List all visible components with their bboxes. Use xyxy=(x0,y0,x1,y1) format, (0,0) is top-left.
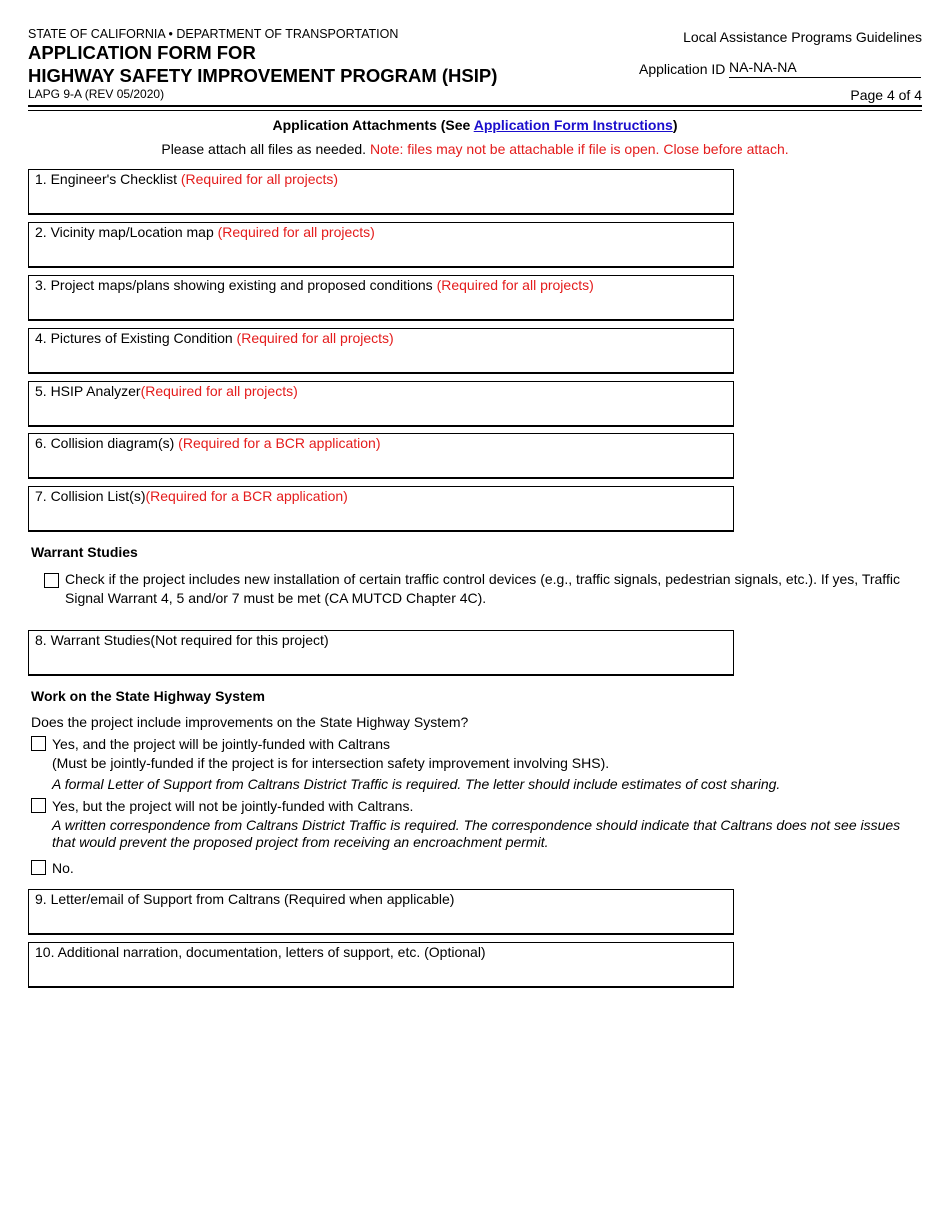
attachment-label: 7. Collision List(s) xyxy=(35,488,146,504)
shs-option-joint-funded-note: (Must be jointly-funded if the project is for intersection safety improvement involving SHS). xyxy=(52,755,610,771)
attachment-label: 10. Additional narration, documentation, letters of support, etc. (Optional) xyxy=(35,944,486,960)
attachment-label: 9. Letter/email of Support from Caltrans (Required when applicable) xyxy=(35,891,455,907)
attachment-requirement: (Required for all projects) xyxy=(140,383,298,399)
agency-line: STATE OF CALIFORNIA • DEPARTMENT OF TRANSPORTATION xyxy=(28,27,399,41)
attachment-label: 4. Pictures of Existing Condition xyxy=(35,330,233,346)
attach-warning-note: Note: files may not be attachable if file is open. Close before attach. xyxy=(369,141,789,157)
shs-option-joint-funded-requirement: A formal Letter of Support from Caltrans District Traffic is required. The letter should include estimates of cost sharing. xyxy=(52,776,781,792)
attachment-label: 5. HSIP Analyzer xyxy=(35,383,141,399)
shs-option-joint-funded-label: Yes, and the project will be jointly-funded with Caltrans xyxy=(52,736,391,752)
attachments-heading xyxy=(0,117,950,133)
shs-option-not-joint-checkbox[interactable] xyxy=(31,798,46,813)
attachment-requirement: (Required for all projects) xyxy=(436,277,594,293)
attachment-requirement: (Required for all projects) xyxy=(180,171,339,187)
warrant-studies-heading: Warrant Studies xyxy=(31,544,138,560)
attachment-field-7[interactable] xyxy=(28,486,734,532)
form-number: LAPG 9-A (REV 05/2020) xyxy=(28,87,165,101)
attachments-heading-prefix: Application Attachments (See xyxy=(272,117,474,133)
attachment-field-6[interactable] xyxy=(28,433,734,479)
form-title-line2: HIGHWAY SAFETY IMPROVEMENT PROGRAM (HSIP) xyxy=(28,65,498,86)
attachment-label: 6. Collision diagram(s) xyxy=(35,435,175,451)
shs-question: Does the project include improvements on the State Highway System? xyxy=(31,714,469,730)
attachment-label: 8. Warrant Studies xyxy=(35,632,151,648)
attach-instruction xyxy=(0,141,950,157)
attachment-requirement: (Required for a BCR application) xyxy=(178,435,381,451)
shs-option-joint-funded-checkbox[interactable] xyxy=(31,736,46,751)
shs-heading: Work on the State Highway System xyxy=(31,688,265,704)
attach-instruction-text: Please attach all files as needed. xyxy=(161,141,367,157)
attachment-field-8[interactable] xyxy=(28,630,734,676)
warrant-checkbox-text: Check if the project includes new installation of certain traffic control devices (e.g., traffic signals, pedestrian signals, etc.). If yes, Traffic Signal Warrant 4, 5 and/or 7 must be met (CA MUTCD Chapter 4C). xyxy=(65,571,900,606)
attachment-field-5[interactable] xyxy=(28,381,734,427)
shs-option-not-joint-requirement: A written correspondence from Caltrans District Traffic is required. The correspondence should indicate that Caltrans does not see issues that would prevent the proposed project from receiving an encroachment permit. xyxy=(52,817,901,850)
attachment-label: 2. Vicinity map/Location map xyxy=(35,224,214,240)
attachment-field-3[interactable] xyxy=(28,275,734,321)
attachment-requirement: (Required for a BCR application) xyxy=(145,488,348,504)
attachment-label: 1. Engineer's Checklist xyxy=(35,171,177,187)
attachment-label: 3. Project maps/plans showing existing and proposed conditions xyxy=(35,277,433,293)
attachment-field-4[interactable] xyxy=(28,328,734,374)
attachment-requirement: (Required for all projects) xyxy=(236,330,394,346)
header-rule-thick xyxy=(28,105,922,107)
attachments-heading-suffix: ) xyxy=(672,117,678,133)
shs-option-no-label: No. xyxy=(52,860,74,876)
shs-option-no-checkbox[interactable] xyxy=(31,860,46,875)
header-rule-thin xyxy=(28,110,922,111)
instructions-link[interactable]: Application Form Instructions xyxy=(473,117,673,133)
warrant-checkbox[interactable] xyxy=(44,573,59,588)
form-title-line1: APPLICATION FORM FOR xyxy=(28,42,256,63)
attachment-field-10[interactable] xyxy=(28,942,734,988)
shs-option-not-joint-label: Yes, but the project will not be jointly-funded with Caltrans. xyxy=(52,798,414,814)
attachment-field-9[interactable] xyxy=(28,889,734,935)
page-number: Page 4 of 4 xyxy=(850,87,922,103)
guidelines-label: Local Assistance Programs Guidelines xyxy=(683,29,922,45)
attachment-field-2[interactable] xyxy=(28,222,734,268)
attachment-requirement: (Not required for this project) xyxy=(150,632,329,648)
attachment-field-1[interactable] xyxy=(28,169,734,215)
application-id-label: Application ID xyxy=(639,61,726,77)
application-id-field[interactable]: NA-NA-NA xyxy=(729,59,921,78)
attachment-requirement: (Required for all projects) xyxy=(217,224,375,240)
